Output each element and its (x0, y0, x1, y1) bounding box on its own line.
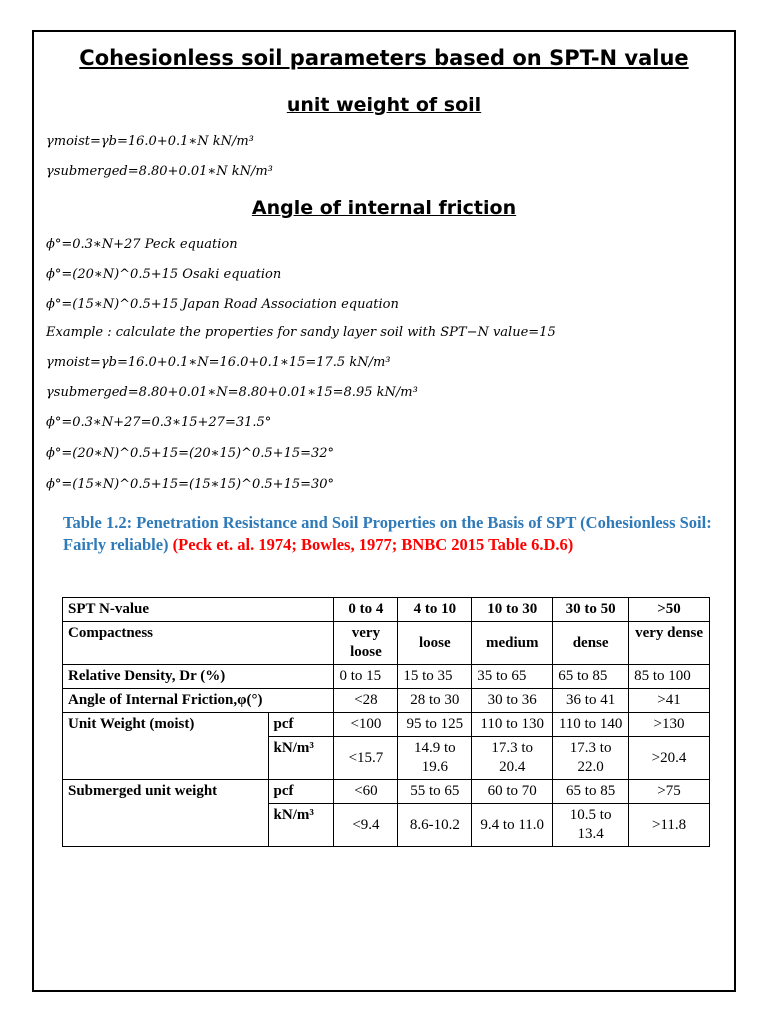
example-japan: ϕ°=(15∗N)^0.5+15=(15∗15)^0.5+15=30° (46, 477, 335, 492)
table-cell: pcf (268, 713, 334, 737)
table-cell: 8.6-10.2 (398, 804, 472, 847)
table-cell: 55 to 65 (398, 780, 472, 804)
table-cell: medium (472, 622, 553, 665)
table-cell: <15.7 (334, 737, 398, 780)
table-cell: Relative Density, Dr (%) (63, 665, 334, 689)
table-cell: 14.9 to 19.6 (398, 737, 472, 780)
table-row (63, 713, 710, 737)
table-cell: 0 to 4 (334, 598, 398, 622)
example-statement: Example : calculate the properties for sandy layer soil with SPT−N value=15 (46, 325, 556, 340)
equation-submerged: γsubmerged=8.80+0.01∗N kN/m³ (46, 164, 273, 179)
table-cell: >41 (629, 689, 710, 713)
table-cell: >75 (629, 780, 710, 804)
table-cell: 65 to 85 (553, 665, 629, 689)
table-cell: 10 to 30 (472, 598, 553, 622)
spt-table (62, 597, 710, 847)
table-cell: 110 to 140 (553, 713, 629, 737)
equation-japan: ϕ°=(15∗N)^0.5+15 Japan Road Association equation (46, 297, 399, 312)
table-cell: pcf (268, 780, 334, 804)
table-cell: <9.4 (334, 804, 398, 847)
table-cell: very loose (334, 622, 398, 665)
table-cell: 110 to 130 (472, 713, 553, 737)
table-cell: 85 to 100 (629, 665, 710, 689)
table-cell: Angle of Internal Friction,φ(°) (63, 689, 334, 713)
section-heading-unit-weight: unit weight of soil (286, 94, 482, 116)
table-cell: 35 to 65 (472, 665, 553, 689)
table-row (63, 689, 710, 713)
table-cell: 65 to 85 (553, 780, 629, 804)
table-cell: 36 to 41 (553, 689, 629, 713)
table-cell: >20.4 (629, 737, 710, 780)
table-row (63, 622, 710, 665)
table-cell: >11.8 (629, 804, 710, 847)
table-cell: 10.5 to 13.4 (553, 804, 629, 847)
equation-osaki: ϕ°=(20∗N)^0.5+15 Osaki equation (46, 267, 282, 282)
table-cell: >130 (629, 713, 710, 737)
table-cell: 0 to 15 (334, 665, 398, 689)
table-cell: SPT N-value (63, 598, 334, 622)
table-cell: 15 to 35 (398, 665, 472, 689)
table-cell: very dense (629, 622, 710, 665)
table-cell: >50 (629, 598, 710, 622)
table-cell: 4 to 10 (398, 598, 472, 622)
table-cell: 9.4 to 11.0 (472, 804, 553, 847)
table-cell: Compactness (63, 622, 334, 665)
table-cell: <28 (334, 689, 398, 713)
table-cell: 28 to 30 (398, 689, 472, 713)
section-heading-friction: Angle of internal friction (251, 197, 517, 219)
example-osaki: ϕ°=(20∗N)^0.5+15=(20∗15)^0.5+15=32° (46, 446, 335, 461)
table-cell: Unit Weight (moist) (63, 713, 269, 780)
page-title: Cohesionless soil parameters based on SPT-N value (79, 46, 689, 70)
table-row (63, 665, 710, 689)
table-cell: 60 to 70 (472, 780, 553, 804)
table-cell: loose (398, 622, 472, 665)
table-cell: 30 to 36 (472, 689, 553, 713)
table-cell: 17.3 to 22.0 (553, 737, 629, 780)
table-cell: 95 to 125 (398, 713, 472, 737)
example-moist: γmoist=γb=16.0+0.1∗N=16.0+0.1∗15=17.5 kN/m³ (46, 355, 391, 370)
table-caption-text: Table 1.2: Penetration Resistance and Soil Properties on the Basis of SPT (Cohesionless Soil: Fairly reliable) (63, 513, 712, 554)
table-row (63, 780, 710, 804)
table-cell: <60 (334, 780, 398, 804)
table-cell: 30 to 50 (553, 598, 629, 622)
table-cell: <100 (334, 713, 398, 737)
equation-moist: γmoist=γb=16.0+0.1∗N kN/m³ (46, 134, 254, 149)
table-cell: 17.3 to 20.4 (472, 737, 553, 780)
example-submerged: γsubmerged=8.80+0.01∗N=8.80+0.01∗15=8.95 kN/m³ (46, 385, 418, 400)
table-cell: dense (553, 622, 629, 665)
equation-peck: ϕ°=0.3∗N+27 Peck equation (46, 237, 238, 252)
table-cell: kN/m³ (268, 804, 334, 847)
table-cell: kN/m³ (268, 737, 334, 780)
table-caption (63, 512, 723, 556)
example-peck: ϕ°=0.3∗N+27=0.3∗15+27=31.5° (46, 415, 272, 430)
table-reference: (Peck et. al. 1974; Bowles, 1977; BNBC 2015 Table 6.D.6) (172, 535, 574, 554)
table-cell: Submerged unit weight (63, 780, 269, 847)
table-row (63, 598, 710, 622)
